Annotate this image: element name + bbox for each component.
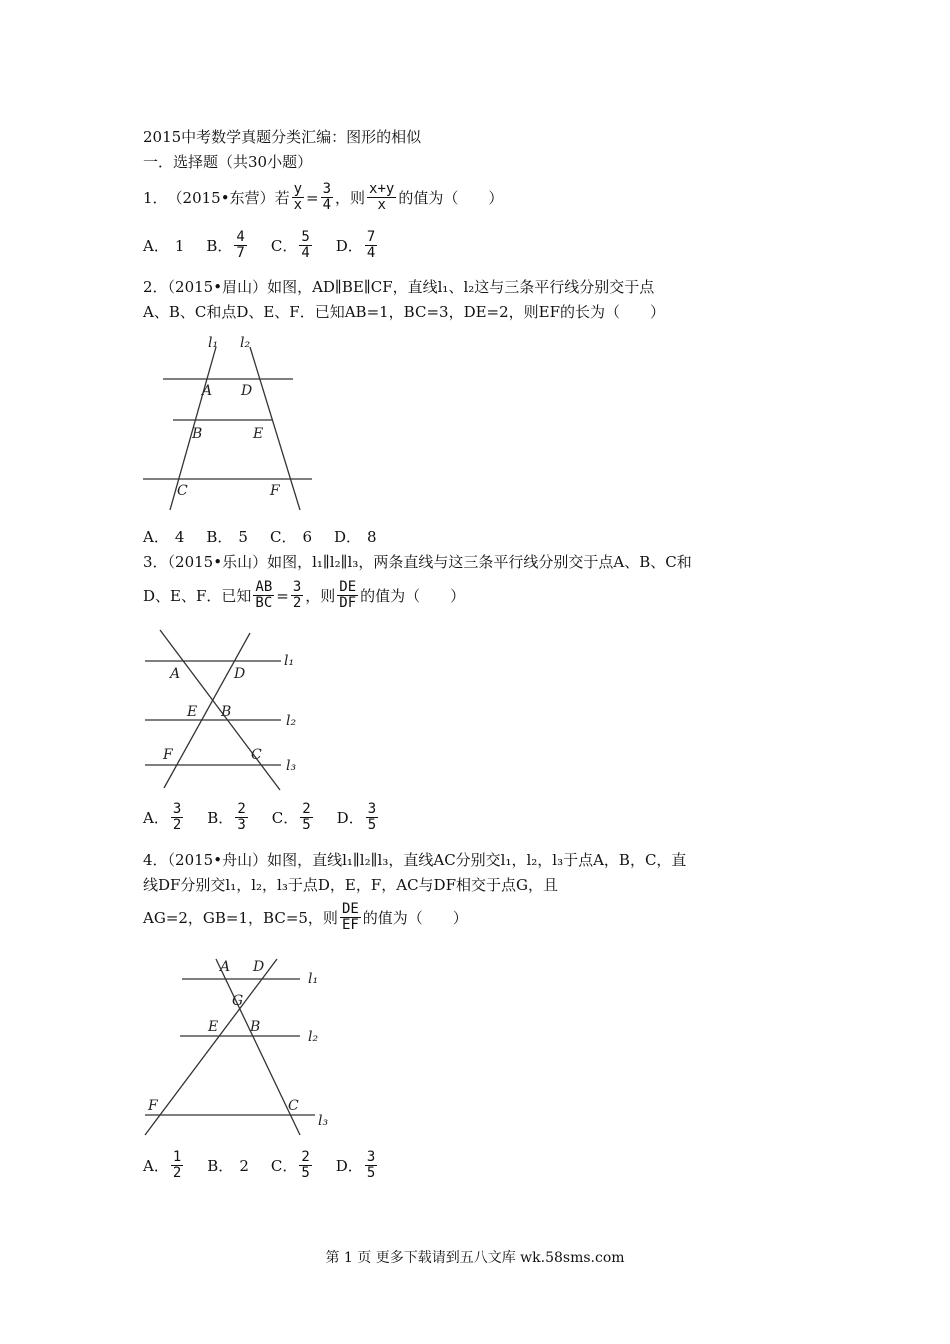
q3-label-f: F [163,747,173,763]
q2-label-b: B [192,426,203,442]
q2-label-a: A [202,383,213,399]
q3-fraction-de-over-df: $\frac{DE}{DF}$ [339,579,357,612]
q2-label-d: D [241,383,253,399]
q2-label-l2: l₂ [240,335,251,351]
q3-options [143,802,402,834]
q3-label-e: E [187,704,198,720]
q1-option-a: A． 1 [143,236,185,256]
q4-option-c: C． $\frac{2}{5}$ [270,1149,310,1182]
q2-option-b: B． 5 [206,527,248,546]
q1-fraction-xy-over-x: $\frac{x+y}{x}$ [369,181,395,214]
q2-option-a: A． 4 [143,527,185,546]
q3-fraction-ab-over-bc: $\frac{AB}{BC}$ [255,579,273,612]
q1-number: 1． [143,189,168,208]
q4-options [143,1150,401,1182]
q3-option-d: D． $\frac{3}{5}$ [336,801,377,834]
q4-figure [140,955,340,1140]
q2-text-line2: A、B、C和点D、E、F．已知AB=1，BC=3，DE=2，则EF的长为（ ） [143,303,666,321]
q4-text-line2: 线DF分别交l₁，l₂，l₃于点D，E，F，AC与DF相交于点G，且 [143,876,558,894]
q2-label-e: E [253,426,264,442]
q3-label-l1: l₁ [284,653,295,669]
q4-fraction-de-over-ef: $\frac{DE}{EF}$ [341,901,359,934]
q4-option-a: A． $\frac{1}{2}$ [143,1149,182,1182]
q4-text-line3: AG=2，GB=1，BC=5，则 $\frac{DE}{EF}$ 的值为（ ） [143,901,468,934]
page-title: 2015中考数学真题分类汇编：图形的相似 [143,128,422,146]
q4-label-b: B [250,1019,261,1035]
q4-label-d: D [253,959,265,975]
q4-option-d: D． $\frac{3}{5}$ [335,1149,376,1182]
q4-label-f: F [148,1098,158,1114]
q3-fraction-3-over-2: $\frac{3}{2}$ [292,579,302,612]
q3-option-b: B． $\frac{2}{3}$ [207,801,246,834]
q3-text-line1: 3．（2015•乐山）如图，l₁∥l₂∥l₃，两条直线与这三条平行线分别交于点A、B、C和 [143,553,692,571]
q4-text-line1: 4．（2015•舟山）如图，直线l₁∥l₂∥l₃，直线AC分别交l₁，l₂，l₃于点A，B，C，直 [143,851,687,869]
q4-label-e: E [208,1019,219,1035]
q4-label-c: C [288,1098,299,1114]
q4-option-b: B． 2 [207,1156,249,1176]
q4-label-a: A [220,959,231,975]
q1-source: （2015•东营）若 [167,189,290,208]
q2-label-f: F [270,483,280,499]
q3-option-a: A． $\frac{3}{2}$ [143,801,182,834]
q3-figure [140,625,310,795]
q3-label-l2: l₂ [286,713,297,729]
q4-label-l2: l₂ [308,1029,319,1045]
q1-option-b: B． $\frac{4}{7}$ [206,229,245,262]
page-footer: 第 1 页 更多下载请到五八文库 wk.58sms.com [325,1250,625,1266]
q1-option-d: D． $\frac{7}{4}$ [335,229,376,262]
q4-label-l1: l₁ [308,971,319,987]
q2-option-c: C． 6 [269,527,312,546]
q3-text-line2: D、E、F．已知 $\frac{AB}{BC}$ = $\frac{3}{2}$ ，则 $\frac{DE}{DF}$ 的值为（ ） [143,579,466,612]
question-1: 1． （2015•东营）若 $\frac{y}{x}$ = $\frac{3}{4}$ ，则 $\frac{x+y}{x}$ 的值为（ ） [143,181,504,214]
q2-options [143,526,399,547]
q2-text-line1: 2．（2015•眉山）如图，AD∥BE∥CF，直线l₁、l₂这与三条平行线分别交于点 [143,278,655,296]
q1-options [143,230,401,262]
q1-fraction-y-over-x: $\frac{y}{x}$ [293,181,303,214]
q3-label-c: C [251,747,262,763]
q2-label-c: C [177,483,188,499]
q2-label-l1: l₁ [208,335,219,351]
q1-fraction-3-over-4: $\frac{3}{4}$ [322,181,332,214]
q3-option-c: C． $\frac{2}{5}$ [271,801,311,834]
section-heading: 一．选择题（共30小题） [143,153,313,171]
q2-figure [140,335,320,515]
q2-option-d: D． 8 [334,527,377,546]
q4-label-g: G [232,993,244,1009]
q3-label-d: D [234,666,246,682]
q4-label-l3: l₃ [318,1113,329,1129]
q1-option-c: C． $\frac{5}{4}$ [270,229,310,262]
q3-label-b: B [221,704,232,720]
q3-label-l3: l₃ [286,758,297,774]
q3-label-a: A [170,666,181,682]
